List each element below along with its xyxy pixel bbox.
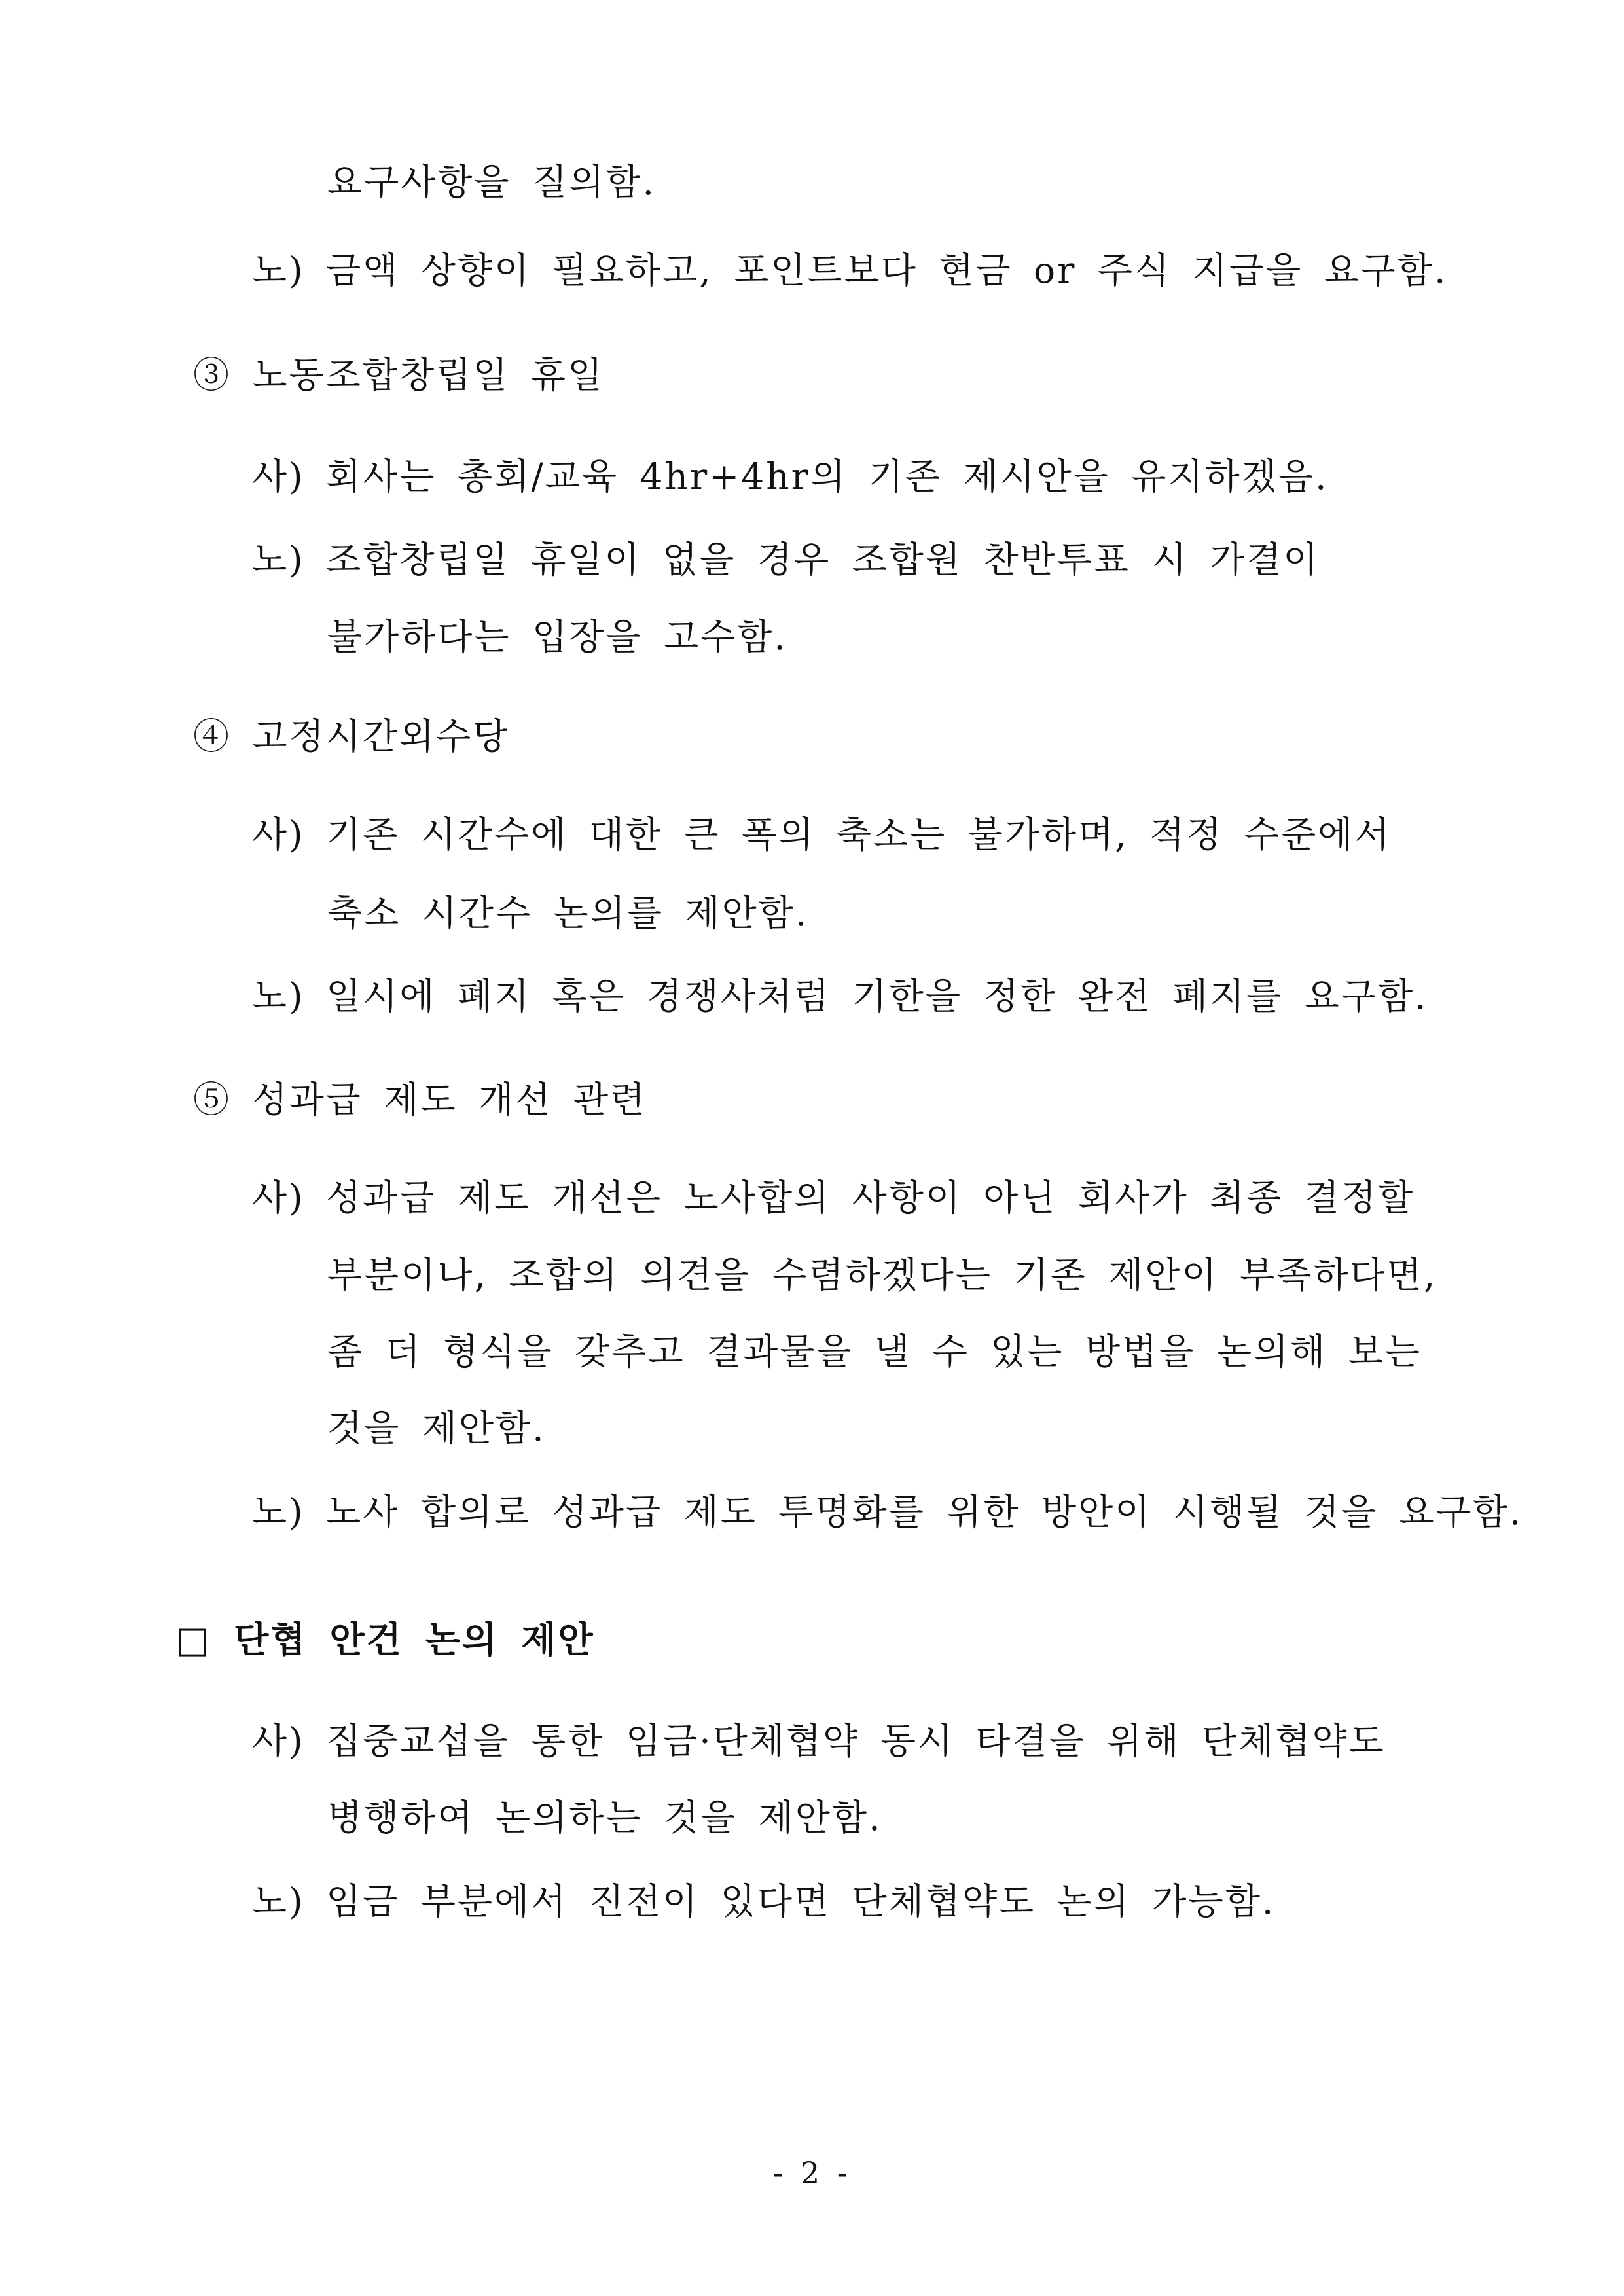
text-line: 사) 기존 시간수에 대한 큰 폭의 축소는 불가하며, 적정 수준에서 <box>252 814 1392 855</box>
text-line: 불가하다는 입장을 고수함. <box>327 616 787 658</box>
text-line: 노) 일시에 폐지 혹은 경쟁사처럼 기한을 정한 완전 폐지를 요구함. <box>252 975 1428 1017</box>
section-heading: ③ 노동조합창립일 휴일 <box>193 354 605 396</box>
text-line: 축소 시간수 논의를 제안함. <box>327 892 809 934</box>
text-line: 좀 더 형식을 갖추고 결과물을 낼 수 있는 방법을 논의해 보는 <box>327 1331 1422 1372</box>
section-heading: ⑤ 성과급 제도 개선 관련 <box>193 1079 647 1121</box>
text-line: 노) 금액 상향이 필요하고, 포인트보다 현금 or 주식 지급을 요구함. <box>252 249 1448 291</box>
section-heading: ④ 고정시간외수당 <box>193 715 510 757</box>
text-line: 부분이나, 조합의 의견을 수렴하겠다는 기존 제안이 부족하다면, <box>327 1254 1437 1296</box>
text-line: 노) 노사 합의로 성과급 제도 투명화를 위한 방안이 시행될 것을 요구함. <box>252 1491 1523 1533</box>
text-line: 병행하여 논의하는 것을 제안함. <box>327 1797 882 1839</box>
text-line: 사) 회사는 총회/교육 4hr+4hr의 기존 제시안을 유지하겠음. <box>252 456 1329 497</box>
main-heading: □ 단협 안건 논의 제안 <box>175 1618 595 1660</box>
text-line: 요구사항을 질의함. <box>327 161 657 203</box>
text-line: 노) 임금 부분에서 진전이 있다면 단체협약도 논의 가능함. <box>252 1880 1276 1922</box>
text-line: 노) 조합창립일 휴일이 없을 경우 조합원 찬반투표 시 가결이 <box>252 539 1320 581</box>
page-number: - 2 - <box>772 2155 852 2191</box>
text-line: 사) 집중교섭을 통한 임금·단체협약 동시 타결을 위해 단체협약도 <box>252 1720 1386 1762</box>
text-line: 사) 성과급 제도 개선은 노사합의 사항이 아닌 회사가 최종 결정할 <box>252 1177 1415 1219</box>
text-line: 것을 제안함. <box>327 1407 546 1449</box>
